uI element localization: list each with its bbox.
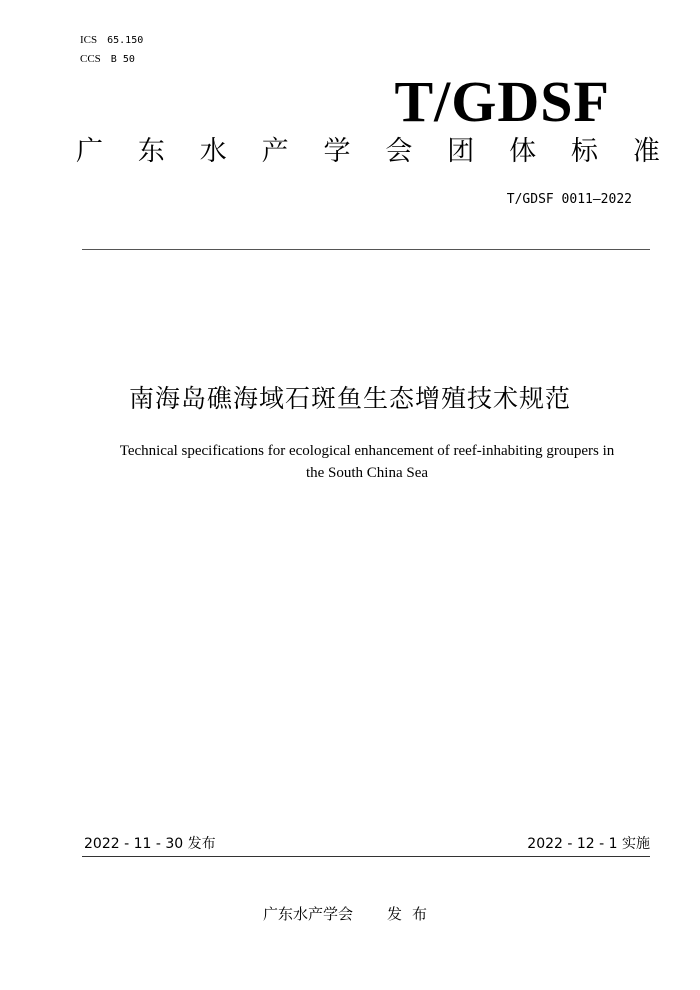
standard-type-char: 体 xyxy=(509,136,537,167)
standard-type-char: 学 xyxy=(323,136,351,167)
standard-type-char: 会 xyxy=(385,136,413,167)
issue-date: 2022 - 11 - 30 发布 xyxy=(84,836,216,852)
ics-label: ICS xyxy=(80,34,98,46)
ccs-code xyxy=(80,52,135,67)
standard-type-heading xyxy=(76,132,660,172)
standard-type-char: 产 xyxy=(261,136,289,167)
issuer-action: 发布 xyxy=(387,905,438,923)
title-english-line-1: Technical specifications for ecological enhancement of reef-inhabiting groupers in xyxy=(119,443,615,459)
ccs-label: CCS xyxy=(80,53,101,65)
issuer-name: 广东水产学会 xyxy=(262,905,353,923)
standard-type-char: 广 xyxy=(76,136,103,167)
top-divider xyxy=(82,249,650,250)
implementation-date: 2022 - 12 - 1 实施 xyxy=(527,836,650,852)
ics-value: 65.150 xyxy=(107,35,144,46)
standard-logo: T/GDSF xyxy=(394,69,610,134)
document-title-chinese: 南海岛礁海域石斑鱼生态增殖技术规范 xyxy=(128,384,571,413)
ics-code xyxy=(80,33,143,48)
ccs-value: B 50 xyxy=(110,54,135,65)
standard-type-char: 东 xyxy=(137,136,165,167)
standard-type-char: 水 xyxy=(199,136,227,167)
standard-type-char: 团 xyxy=(447,136,475,167)
standard-type-char: 准 xyxy=(632,136,660,167)
title-english-line-2: the South China Sea xyxy=(305,465,429,481)
standard-type-char: 标 xyxy=(571,136,598,167)
standard-number: T/GDSF 0011—2022 xyxy=(506,192,632,207)
issuer-line xyxy=(0,903,700,925)
document-title-english xyxy=(80,440,654,484)
bottom-divider xyxy=(82,856,650,857)
